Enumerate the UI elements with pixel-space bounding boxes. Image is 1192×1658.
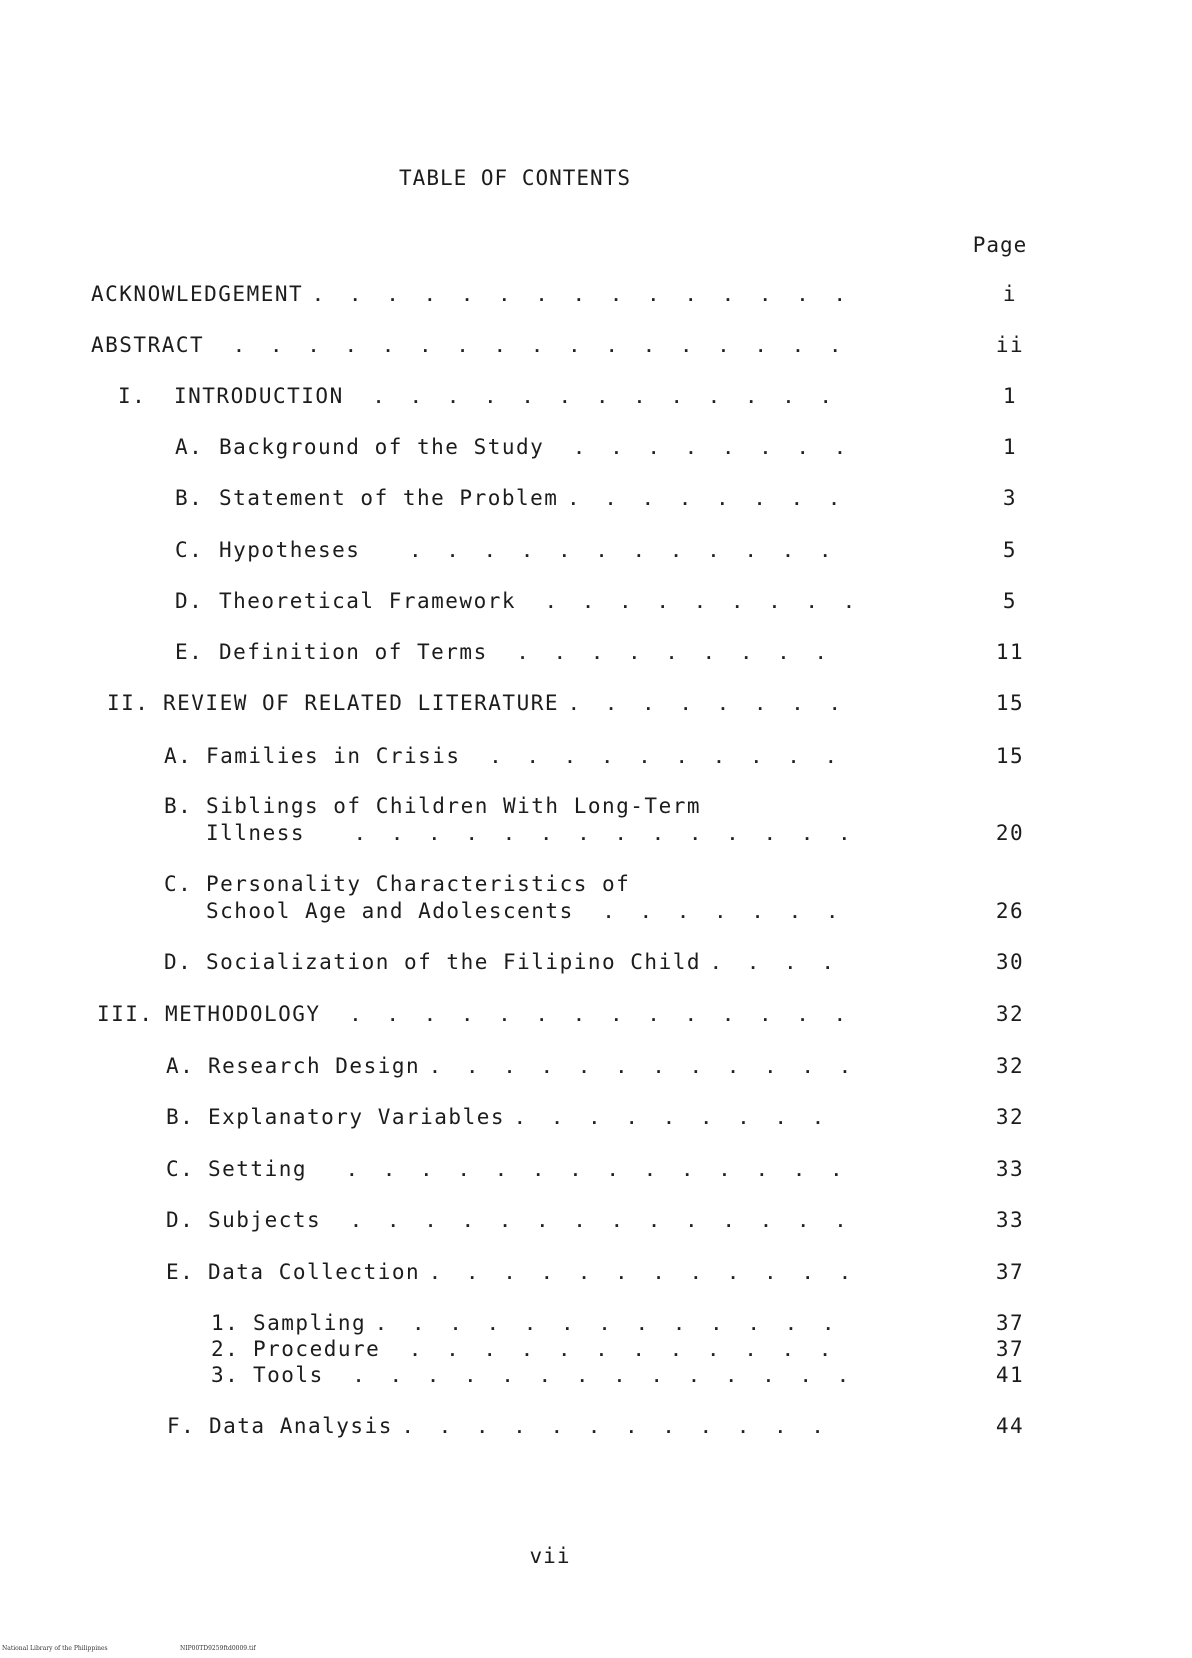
dot-leader [518, 640, 851, 668]
toc-entry-number: C. [175, 538, 204, 562]
toc-entry-page: 20 [995, 821, 1025, 845]
toc-entry-text: INTRODUCTION [174, 384, 344, 408]
toc-entry-text: Procedure [253, 1337, 381, 1361]
toc-entry-text: Families in Crisis [206, 744, 461, 768]
toc-entry-text: Setting [208, 1157, 308, 1181]
toc-entry [91, 280, 1018, 308]
dot-leader [354, 1363, 851, 1391]
toc-entry-page: 44 [995, 1414, 1025, 1438]
toc-entry-number: A. [164, 744, 193, 768]
dot-leader [430, 1260, 851, 1288]
dot-leader [351, 1002, 851, 1030]
toc-entry [97, 1000, 1025, 1028]
dot-leader [351, 1208, 851, 1236]
toc-entry-page: 1 [1002, 435, 1018, 459]
toc-entry-text: Siblings of Children With Long-Term [206, 794, 702, 818]
toc-entry-page: 32 [995, 1054, 1025, 1078]
toc-entry [175, 433, 1018, 461]
dot-leader [569, 691, 851, 719]
dot-leader [546, 589, 851, 617]
page-folio: vii [529, 1544, 571, 1568]
toc-entry-page: 5 [1002, 589, 1018, 613]
page-title: TABLE OF CONTENTS [399, 166, 631, 190]
dot-leader [430, 1054, 851, 1082]
toc-entry [166, 1258, 1025, 1286]
toc-entry [206, 897, 1025, 925]
toc-entry-page: 5 [1002, 538, 1018, 562]
dot-leader [403, 1414, 851, 1442]
toc-entry-number: E. [166, 1260, 195, 1284]
dot-leader [491, 744, 851, 772]
toc-entry-text: Personality Characteristics of [206, 872, 631, 896]
toc-entry-text: Definition of Terms [219, 640, 488, 664]
toc-entry-page: 37 [995, 1260, 1025, 1284]
toc-entry-text: Sampling [253, 1311, 367, 1335]
toc-entry-text: Subjects [208, 1208, 322, 1232]
toc-entry-page: 33 [995, 1157, 1025, 1181]
toc-entry [164, 948, 1025, 976]
toc-entry-page: 15 [995, 691, 1025, 715]
toc-entry-page: 3 [1002, 486, 1018, 510]
toc-entry-text: ACKNOWLEDGEMENT [91, 282, 304, 306]
toc-entry [175, 536, 1018, 564]
toc-entry-number: C. [164, 872, 193, 896]
dot-leader [374, 384, 851, 412]
toc-entry-number: D. [164, 950, 193, 974]
toc-entry [166, 1155, 1025, 1183]
toc-entry-text: REVIEW OF RELATED LITERATURE [163, 691, 560, 715]
toc-entry-number: D. [175, 589, 204, 613]
toc-entry-page: 15 [995, 744, 1025, 768]
toc-entry-first-line [164, 792, 701, 820]
toc-entry-number: I. [118, 384, 147, 408]
toc-entry-text: Data Collection [208, 1260, 421, 1284]
page-column-header: Page [972, 233, 1028, 257]
toc-entry-number: 1. [211, 1311, 240, 1335]
toc-entry-page: 41 [995, 1363, 1025, 1387]
toc-entry-text-continued: School Age and Adolescents [206, 899, 574, 923]
toc-entry-text: Data Analysis [209, 1414, 393, 1438]
toc-entry-number: C. [166, 1157, 195, 1181]
toc-entry-page: 30 [995, 950, 1025, 974]
toc-entry-page: 32 [995, 1002, 1025, 1026]
dot-leader [515, 1105, 851, 1133]
toc-entry [107, 689, 1025, 717]
dot-leader [355, 821, 851, 849]
toc-entry [166, 1052, 1025, 1080]
toc-entry-text: METHODOLOGY [165, 1002, 321, 1026]
dot-leader [410, 538, 851, 566]
toc-entry-text: Statement of the Problem [219, 486, 559, 510]
toc-entry [166, 1103, 1025, 1131]
toc-entry [167, 1412, 1025, 1440]
toc-entry-page: 1 [1002, 384, 1018, 408]
toc-entry-number: F. [167, 1414, 196, 1438]
toc-entry-page: 32 [995, 1105, 1025, 1129]
toc-entry-text: Tools [253, 1363, 324, 1387]
dot-leader [604, 899, 851, 927]
toc-entry-number: B. [166, 1105, 195, 1129]
toc-entry-number: A. [175, 435, 204, 459]
toc-entry-page: 33 [995, 1208, 1025, 1232]
toc-entry [175, 484, 1018, 512]
toc-entry-number: E. [175, 640, 204, 664]
footer-stamp: National Library of the Philippines [2, 1645, 108, 1652]
toc-entry [164, 742, 1025, 770]
toc-entry-number: 2. [211, 1337, 240, 1361]
footer-file-code: NIP00TD9259ftd0009.tif [180, 1645, 256, 1652]
toc-entry [175, 587, 1018, 615]
toc-entry-page: 11 [995, 640, 1025, 664]
toc-entry [166, 1206, 1025, 1234]
toc-entry-page: ii [995, 333, 1025, 357]
toc-entry [118, 382, 1018, 410]
dot-leader [234, 333, 851, 361]
toc-entry [91, 331, 1025, 359]
dot-leader [574, 435, 851, 463]
toc-entry-page: 26 [995, 899, 1025, 923]
toc-entry-number: 3. [211, 1363, 240, 1387]
toc-entry [206, 819, 1025, 847]
toc-entry-number: II. [107, 691, 150, 715]
toc-entry-first-line [164, 870, 630, 898]
toc-entry-number: A. [166, 1054, 195, 1078]
toc-entry-number: D. [166, 1208, 195, 1232]
toc-entry-text: Socialization of the Filipino Child [206, 950, 702, 974]
dot-leader [347, 1157, 851, 1185]
toc-entry-number: III. [97, 1002, 154, 1026]
toc-entry-number: B. [164, 794, 193, 818]
toc-entry-page: i [1002, 282, 1018, 306]
dot-leader [568, 486, 851, 514]
toc-entry [211, 1361, 1025, 1389]
dot-leader [313, 282, 851, 310]
toc-entry-page: 37 [995, 1311, 1025, 1335]
toc-entry [175, 638, 1025, 666]
toc-entry-text: Theoretical Framework [219, 589, 517, 613]
toc-entry-text-continued: Illness [206, 821, 306, 845]
toc-entry [211, 1335, 1025, 1363]
dot-leader [711, 950, 851, 978]
toc-entry [211, 1309, 1025, 1337]
toc-entry-text: ABSTRACT [91, 333, 205, 357]
toc-entry-page: 37 [995, 1337, 1025, 1361]
toc-entry-text: Research Design [208, 1054, 421, 1078]
toc-entry-text: Hypotheses [219, 538, 361, 562]
toc-entry-number: B. [175, 486, 204, 510]
toc-entry-text: Explanatory Variables [208, 1105, 506, 1129]
toc-entry-text: Background of the Study [219, 435, 545, 459]
